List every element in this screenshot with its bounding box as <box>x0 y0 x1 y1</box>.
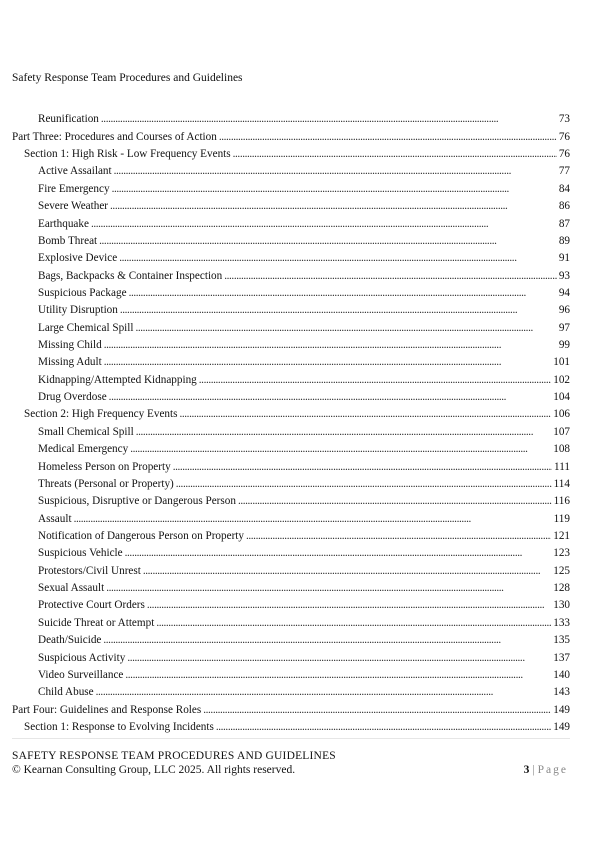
toc-entry-page: 94 <box>558 286 570 299</box>
toc-dot-leader <box>103 633 551 647</box>
toc-dot-leader <box>91 217 557 231</box>
toc-entry[interactable] <box>12 543 570 560</box>
toc-entry[interactable] <box>12 300 570 317</box>
toc-entry[interactable] <box>12 109 570 126</box>
toc-entry-title: Active Assailant <box>38 165 112 178</box>
toc-dot-leader <box>233 147 557 161</box>
toc-entry[interactable] <box>12 630 570 647</box>
toc-entry-page: 140 <box>553 668 570 681</box>
toc-entry-page: 128 <box>553 582 570 595</box>
toc-entry-page: 119 <box>553 512 570 525</box>
toc-entry-page: 137 <box>553 651 570 664</box>
toc-entry-title: Fire Emergency <box>38 182 110 195</box>
toc-entry-title: Severe Weather <box>38 200 109 213</box>
toc-entry-title: Section 1: High Risk - Low Frequency Events <box>24 148 231 161</box>
toc-entry-title: Homeless Person on Property <box>38 460 171 473</box>
toc-entry-page: 107 <box>553 425 570 438</box>
toc-entry[interactable] <box>12 265 570 282</box>
toc-dot-leader <box>203 703 551 717</box>
toc-entry[interactable] <box>12 682 570 699</box>
toc-entry-title: Bags, Backpacks & Container Inspection <box>38 269 223 282</box>
toc-entry[interactable] <box>12 404 570 421</box>
toc-dot-leader <box>180 407 552 421</box>
toc-entry[interactable] <box>12 717 570 734</box>
toc-entry[interactable] <box>12 699 570 716</box>
toc-entry-page: 114 <box>553 477 570 490</box>
toc-entry-page: 97 <box>558 321 570 334</box>
toc-entry-title: Medical Emergency <box>38 443 129 456</box>
toc-entry-title: Threats (Personal or Property) <box>38 477 174 490</box>
toc-dot-leader <box>109 390 552 404</box>
toc-entry-title: Small Chemical Spill <box>38 425 134 438</box>
toc-dot-leader <box>130 442 551 456</box>
toc-entry-page: 91 <box>558 252 570 265</box>
toc-entry[interactable] <box>12 508 570 525</box>
toc-dot-leader <box>238 494 552 508</box>
table-of-contents <box>12 109 570 734</box>
toc-entry[interactable] <box>12 248 570 265</box>
toc-dot-leader <box>74 512 552 526</box>
toc-entry-page: 93 <box>558 269 570 282</box>
page-label: Page <box>537 764 568 776</box>
toc-dot-leader <box>219 130 557 144</box>
toc-dot-leader <box>104 338 557 352</box>
toc-entry-page: 104 <box>553 391 570 404</box>
toc-entry[interactable] <box>12 126 570 143</box>
page-number: 3 <box>523 764 530 776</box>
toc-entry[interactable] <box>12 578 570 595</box>
toc-entry-title: Drug Overdose <box>38 391 107 404</box>
toc-entry[interactable] <box>12 213 570 230</box>
toc-entry-page: 125 <box>553 564 570 577</box>
toc-entry-page: 77 <box>558 165 570 178</box>
toc-entry-title: Section 2: High Frequency Events <box>24 408 178 421</box>
toc-entry[interactable] <box>12 647 570 664</box>
toc-entry-title: Protestors/Civil Unrest <box>38 564 141 577</box>
toc-entry[interactable] <box>12 665 570 682</box>
toc-entry-page: 99 <box>558 339 570 352</box>
toc-entry[interactable] <box>12 456 570 473</box>
toc-entry-title: Missing Adult <box>38 356 102 369</box>
toc-entry[interactable] <box>12 178 570 195</box>
toc-entry-page: 73 <box>558 113 570 126</box>
toc-dot-leader <box>136 425 552 439</box>
toc-entry-page: 106 <box>553 408 570 421</box>
footer-page-number <box>524 764 568 776</box>
toc-entry[interactable] <box>12 283 570 300</box>
toc-dot-leader <box>173 460 552 474</box>
toc-dot-leader <box>120 303 557 317</box>
toc-entry-title: Bomb Threat <box>38 234 98 247</box>
toc-entry[interactable] <box>12 161 570 178</box>
toc-entry-title: Utility Disruption <box>38 304 118 317</box>
footer-title: SAFETY RESPONSE TEAM PROCEDURES AND GUIDELINES <box>12 750 336 762</box>
toc-entry[interactable] <box>12 387 570 404</box>
toc-entry-title: Section 1: Response to Evolving Incidents <box>24 720 214 733</box>
toc-entry-title: Suspicious Activity <box>38 651 126 664</box>
toc-entry-title: Sexual Assault <box>38 582 105 595</box>
toc-entry[interactable] <box>12 196 570 213</box>
toc-entry-page: 143 <box>553 686 570 699</box>
toc-entry[interactable] <box>12 369 570 386</box>
toc-entry-page: 116 <box>553 495 570 508</box>
toc-entry-page: 86 <box>558 200 570 213</box>
running-header: Safety Response Team Procedures and Guidelines <box>12 72 243 84</box>
toc-entry-title: Kidnapping/Attempted Kidnapping <box>38 373 197 386</box>
toc-dot-leader <box>176 477 552 491</box>
toc-dot-leader <box>127 651 551 665</box>
toc-entry-page: 76 <box>558 148 570 161</box>
toc-dot-leader <box>129 286 557 300</box>
toc-entry-title: Suspicious Package <box>38 286 127 299</box>
toc-entry-title: Part Three: Procedures and Courses of Action <box>12 130 217 143</box>
toc-entry-page: 149 <box>553 703 570 716</box>
toc-entry-page: 108 <box>553 443 570 456</box>
toc-dot-leader <box>106 581 551 595</box>
toc-entry-title: Assault <box>38 512 72 525</box>
toc-entry[interactable] <box>12 491 570 508</box>
toc-entry-title: Suspicious Vehicle <box>38 547 123 560</box>
toc-dot-leader <box>99 234 557 248</box>
toc-dot-leader <box>224 269 557 283</box>
toc-entry-title: Explosive Device <box>38 252 118 265</box>
toc-entry-page: 87 <box>558 217 570 230</box>
toc-entry-page: 84 <box>558 182 570 195</box>
toc-entry[interactable] <box>12 612 570 629</box>
toc-entry-title: Missing Child <box>38 339 102 352</box>
toc-entry-title: Video Surveillance <box>38 668 124 681</box>
toc-entry-title: Protective Court Orders <box>38 599 145 612</box>
toc-dot-leader <box>143 564 551 578</box>
toc-entry-page: 135 <box>553 634 570 647</box>
toc-entry-page: 111 <box>554 460 570 473</box>
toc-dot-leader <box>125 546 552 560</box>
toc-dot-leader <box>136 321 557 335</box>
toc-entry[interactable] <box>12 352 570 369</box>
toc-entry-page: 121 <box>553 529 570 542</box>
toc-entry-page: 123 <box>553 547 570 560</box>
toc-entry[interactable] <box>12 560 570 577</box>
toc-entry-title: Child Abuse <box>38 686 94 699</box>
toc-entry[interactable] <box>12 335 570 352</box>
toc-dot-leader <box>101 112 557 126</box>
toc-dot-leader <box>110 199 557 213</box>
toc-entry-title: Reunification <box>38 113 99 126</box>
toc-entry-page: 76 <box>558 130 570 143</box>
toc-entry-page: 102 <box>553 373 570 386</box>
toc-entry[interactable] <box>12 439 570 456</box>
toc-dot-leader <box>104 355 551 369</box>
toc-dot-leader <box>114 164 557 178</box>
toc-entry-page: 133 <box>553 616 570 629</box>
footer-copyright: © Kearnan Consulting Group, LLC 2025. All rights reserved. <box>12 764 296 776</box>
toc-entry[interactable] <box>12 317 570 334</box>
toc-dot-leader <box>119 251 557 265</box>
toc-entry[interactable] <box>12 474 570 491</box>
toc-entry[interactable] <box>12 231 570 248</box>
toc-entry[interactable] <box>12 595 570 612</box>
toc-dot-leader <box>156 616 551 630</box>
toc-dot-leader <box>216 720 551 734</box>
toc-entry-title: Large Chemical Spill <box>38 321 134 334</box>
toc-entry-page: 130 <box>553 599 570 612</box>
toc-entry-page: 149 <box>553 720 570 733</box>
toc-entry[interactable] <box>12 526 570 543</box>
toc-entry-title: Suicide Threat or Attempt <box>38 616 155 629</box>
toc-entry-title: Suspicious, Disruptive or Dangerous Person <box>38 495 236 508</box>
toc-dot-leader <box>199 373 551 387</box>
toc-entry-title: Part Four: Guidelines and Response Roles <box>12 703 202 716</box>
toc-entry-title: Earthquake <box>38 217 89 230</box>
footer-divider <box>12 738 570 739</box>
toc-entry-page: 89 <box>558 234 570 247</box>
toc-dot-leader <box>147 598 551 612</box>
toc-entry-title: Death/Suicide <box>38 634 102 647</box>
toc-entry[interactable] <box>12 144 570 161</box>
toc-dot-leader <box>125 668 551 682</box>
toc-entry-page: 96 <box>558 304 570 317</box>
toc-dot-leader <box>246 529 551 543</box>
toc-entry[interactable] <box>12 421 570 438</box>
toc-dot-leader <box>112 182 557 196</box>
toc-entry-page: 101 <box>553 356 570 369</box>
toc-dot-leader <box>96 685 552 699</box>
toc-entry-title: Notification of Dangerous Person on Property <box>38 529 244 542</box>
page-separator: | <box>532 764 535 776</box>
